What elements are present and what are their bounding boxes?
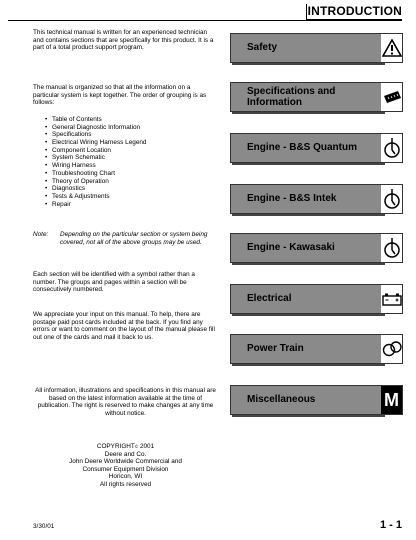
tab-label: Electrical bbox=[247, 293, 292, 304]
copyright-location: Horicon, WI bbox=[108, 473, 143, 481]
tab-label: Specifications and Information bbox=[247, 86, 336, 108]
list-item: • System Schematic bbox=[45, 154, 146, 162]
tab-label: Miscellaneous bbox=[247, 394, 316, 405]
tab-engine-kawasaki[interactable] bbox=[230, 233, 400, 263]
note bbox=[33, 231, 218, 246]
list-item: • Diagnostics bbox=[45, 185, 146, 193]
disclaimer: All information, illustrations and specifications in this manual are based on the latest information available at the time of publication. The right is reserved to make changes at any time without notice. bbox=[35, 387, 216, 417]
list-item: • Component Location bbox=[45, 147, 146, 155]
copyright-line bbox=[33, 443, 218, 451]
gears-icon bbox=[381, 334, 403, 364]
copyright-company: Deere and Co. bbox=[104, 450, 147, 458]
list-item: • Table of Contents bbox=[45, 116, 146, 124]
intro-paragraph: This technical manual is written for an experienced technician and contains sections that are specifically for this product. It is a part of a total product support program. bbox=[33, 29, 214, 52]
piston-icon bbox=[381, 184, 403, 214]
tab-engine-bs-intek[interactable] bbox=[230, 184, 400, 214]
grouping-list bbox=[45, 116, 146, 208]
tab-label: Engine - Kawasaki bbox=[247, 242, 335, 253]
tab-label: Safety bbox=[247, 42, 278, 53]
list-item: • Tests & Adjustments bbox=[45, 193, 146, 201]
letter-m-icon-text: M bbox=[384, 389, 399, 410]
list-item: • Repair bbox=[45, 201, 146, 209]
copyright-division-2: Consumer Equipment Division bbox=[82, 465, 169, 473]
piston-icon bbox=[381, 133, 403, 163]
tab-label: Engine - B&S Quantum bbox=[247, 142, 357, 153]
copyright-block bbox=[33, 443, 218, 489]
list-item: • Electrical Wiring Harness Legend bbox=[45, 139, 146, 147]
ruler-tag-icon bbox=[381, 82, 403, 112]
appreciation-paragraph: We appreciate your input on this manual. To help, there are postage paid post cards included at the back. If you find any errors or want to comment on the layout of the manual please fill out one of the cards and mail it back to us. bbox=[33, 311, 215, 341]
tab-label: Engine - B&S Intek bbox=[247, 193, 337, 204]
header-rule bbox=[8, 20, 402, 21]
list-item: • Specifications bbox=[45, 131, 146, 139]
page-number: 1 - 1 bbox=[379, 519, 402, 531]
tab-electrical[interactable] bbox=[230, 284, 400, 314]
piston-icon bbox=[381, 233, 403, 263]
copyright-symbol: © bbox=[134, 444, 139, 449]
copyright-rights: All rights reserved bbox=[99, 480, 152, 488]
tab-miscellaneous[interactable] bbox=[230, 385, 400, 415]
tab-power-train[interactable] bbox=[230, 334, 400, 364]
page-title: INTRODUCTION bbox=[307, 4, 402, 18]
copyright-year: 2001 bbox=[139, 443, 155, 450]
warning-triangle-icon bbox=[381, 33, 403, 63]
copyright-title: COPYRIGHT bbox=[96, 443, 135, 450]
tab-specifications-and-information[interactable] bbox=[230, 82, 400, 112]
list-item: • Wiring Harness bbox=[45, 162, 146, 170]
battery-icon bbox=[381, 284, 403, 314]
tab-label: Power Train bbox=[247, 343, 304, 354]
tab-engine-bs-quantum[interactable] bbox=[230, 133, 400, 163]
list-item: • Troubleshooting Chart bbox=[45, 170, 146, 178]
tab-safety[interactable] bbox=[230, 33, 400, 63]
list-item: • General Diagnostic Information bbox=[45, 124, 146, 132]
footer-date: 3/30/01 bbox=[33, 523, 55, 530]
note-label: Note: bbox=[33, 231, 49, 238]
note-text: Depending on the particular section or system being covered, not all of the above groups may be used. bbox=[60, 231, 208, 246]
letter-m-icon bbox=[381, 385, 403, 415]
organization-paragraph: The manual is organized so that all the information on a particular system is kept together. The order of grouping is as follows: bbox=[33, 84, 207, 107]
symbol-paragraph: Each section will be identified with a symbol rather than a number. The groups and pages within a section will be consecutively numbered. bbox=[33, 271, 195, 294]
list-item: • Theory of Operation bbox=[45, 178, 146, 186]
copyright-division-1: John Deere Worldwide Commercial and bbox=[69, 458, 182, 466]
